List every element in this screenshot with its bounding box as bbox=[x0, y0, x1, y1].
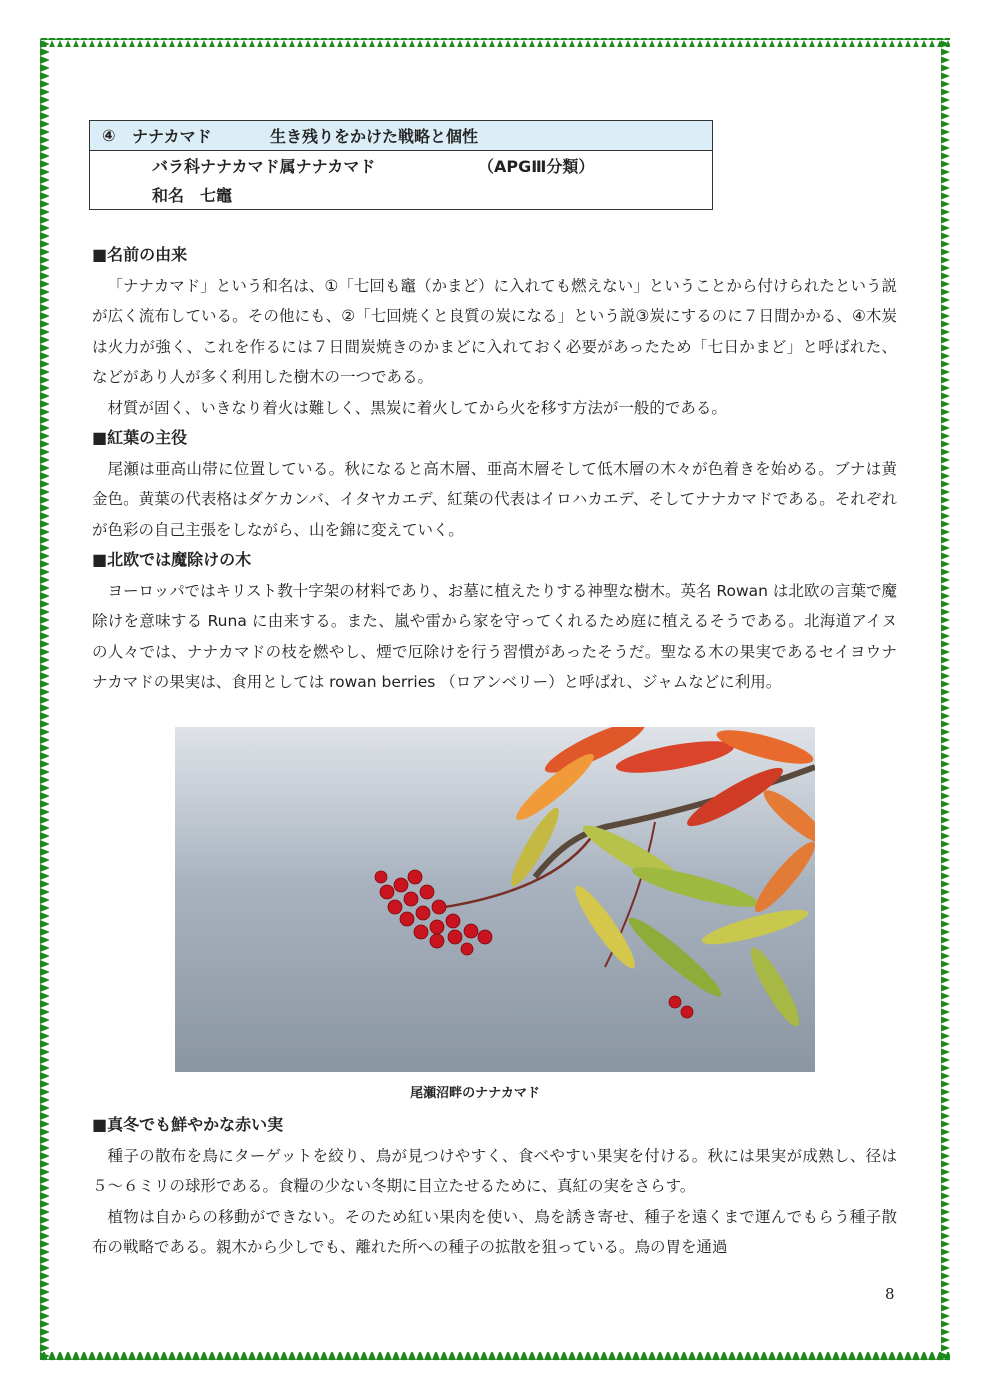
paragraph: 材質が固く、いきなり着火は難しく、黒炭に着火してから火を移す方法が一般的である。 bbox=[107, 398, 727, 417]
paragraph: 尾瀬は亜高山帯に位置している。秋になると高木層、亜高木層そして低木層の木々が色着きを始める。ブナは黄金色。黄葉の代表格はダケカンバ、イタヤカエデ、紅葉の代表はイロハカエデ、そしてナナカマドである。それぞれが色彩の自己主張をしながら、山を錦に変えていく。 bbox=[92, 459, 897, 539]
paragraph: 「ナナカマド」という和名は、①「七回も竈（かまど）に入れても燃えない」ということから付けられたという説が広く流布している。その他にも、②「七回焼くと良質の炭になる」という説③炭にするのに７日間かかる、④木炭は火力が強く、これを作るには７日間炭焼きのかまどに入れておく必要があったため「七日かまど」と呼ばれた、などがあり人が多く利用した樹木の一つである。 bbox=[92, 276, 897, 386]
photo-caption: 尾瀬沼畔のナナカマド bbox=[410, 1086, 540, 1101]
body-text bbox=[92, 240, 897, 698]
title-subtitle: 生き残りをかけた戦略と個性 bbox=[270, 127, 479, 146]
classification: バラ科ナナカマド属ナナカマド bbox=[152, 157, 376, 176]
classification-system: （APGⅢ分類） bbox=[478, 157, 595, 176]
japanese-name: 和名 七竈 bbox=[152, 186, 233, 205]
rowan-photo bbox=[175, 727, 815, 1072]
wamei-row bbox=[90, 180, 712, 209]
title-box bbox=[89, 120, 713, 210]
paragraph: 植物は自からの移動ができない。そのため紅い果肉を使い、鳥を誘き寄せ、種子を遠くまで運んでもらう種子散布の戦略である。親木から少しでも、離れた所への種子の拡散を狙っている。鳥の胃を通過 bbox=[92, 1207, 897, 1256]
title-row bbox=[90, 121, 712, 151]
section-heading-northern-europe: ■北欧では魔除けの木 bbox=[92, 550, 252, 569]
section-heading-red-berries: ■真冬でも鮮やかな赤い実 bbox=[92, 1115, 284, 1134]
section-heading-origin: ■名前の由来 bbox=[92, 245, 188, 264]
entry-number: ④ bbox=[102, 126, 116, 145]
paragraph: 種子の散布を鳥にターゲットを絞り、鳥が見つけやすく、食べやすい果実を付ける。秋には果実が成熟し、径は５～６ミリの球形である。食糧の少ない冬期に目立たせるために、真紅の実をさらす。 bbox=[92, 1146, 897, 1195]
body-text-continued bbox=[92, 1110, 897, 1263]
section-heading-autumn-leaves: ■紅葉の主役 bbox=[92, 428, 188, 447]
paragraph: ヨーロッパではキリスト教十字架の材料であり、お墓に植えたりする神聖な樹木。英名 Rowan は北欧の言葉で魔除けを意味する Runa に由来する。また、嵐や雷から家を守ってくれるため庭に植えるそうである。北海道アイヌの人々では、ナナカマドの枝を燃やし、煙で厄除けを行う習慣があったそうだ。聖なる木の果実であるセイヨウナナカマドの果実は、食用としては rowan berries （ロアンベリー）と呼ばれ、ジャムなどに利用。 bbox=[92, 581, 897, 691]
page-number: 8 bbox=[885, 1285, 895, 1303]
classification-row bbox=[90, 151, 712, 180]
plant-name: ナナカマド bbox=[132, 127, 212, 146]
